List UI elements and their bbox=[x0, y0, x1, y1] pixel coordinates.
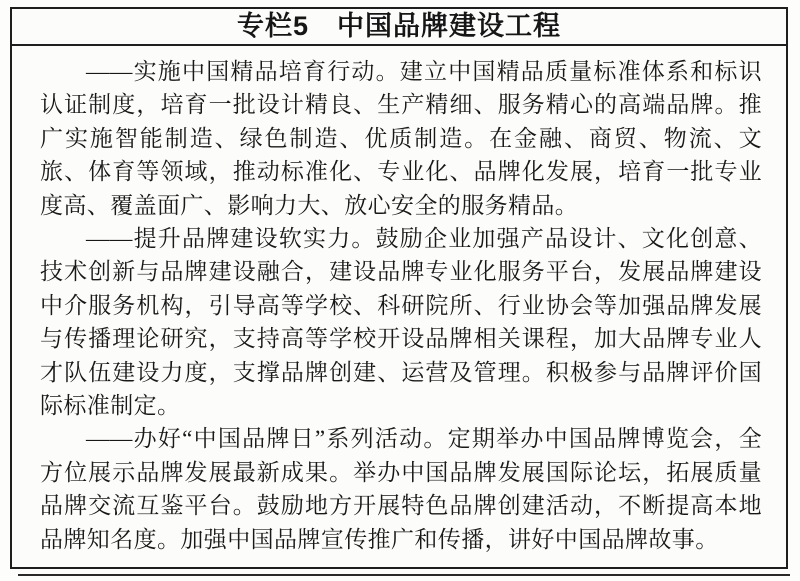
paragraph-china-brand-day: ——办好“中国品牌日”系列活动。定期举办中国品牌博览会，全方位展示品牌发展最新成果。举办中国品牌发展国际论坛，拓展质量品牌交流互鉴平台。鼓励地方开展特色品牌创建活动，不断提高本地品牌知名度。加强中国品牌宣传推广和传播，讲好中国品牌故事。 bbox=[40, 426, 762, 552]
paragraph-brand-soft-power: ——提升品牌建设软实力。鼓励企业加强产品设计、文化创意、技术创新与品牌建设融合，建设品牌专业化服务平台，发展品牌建设中介服务机构，引导高等学校、科研院所、行业协会等加强品牌发展与传播理论研究，支持高等学校开设品牌相关课程，加大品牌专业人才队伍建设力度，支撑品牌创建、运营及管理。积极参与品牌评价国际标准制定。 bbox=[40, 226, 762, 419]
paragraph-brand-cultivation: ——实施中国精品培育行动。建立中国精品质量标准体系和标识认证制度，培育一批设计精良、生产精细、服务精心的高端品牌。推广实施智能制造、绿色制造、优质制造。在金融、商贸、物流、文旅、体育等领域，推动标准化、专业化、品牌化发展，培育一批专业度高、覆盖面广、影响力大、放心安全的服务精品。 bbox=[40, 59, 762, 218]
column-callout-box bbox=[10, 7, 788, 569]
box-title: 专栏5 中国品牌建设工程 bbox=[12, 9, 786, 46]
box-body bbox=[12, 46, 786, 567]
